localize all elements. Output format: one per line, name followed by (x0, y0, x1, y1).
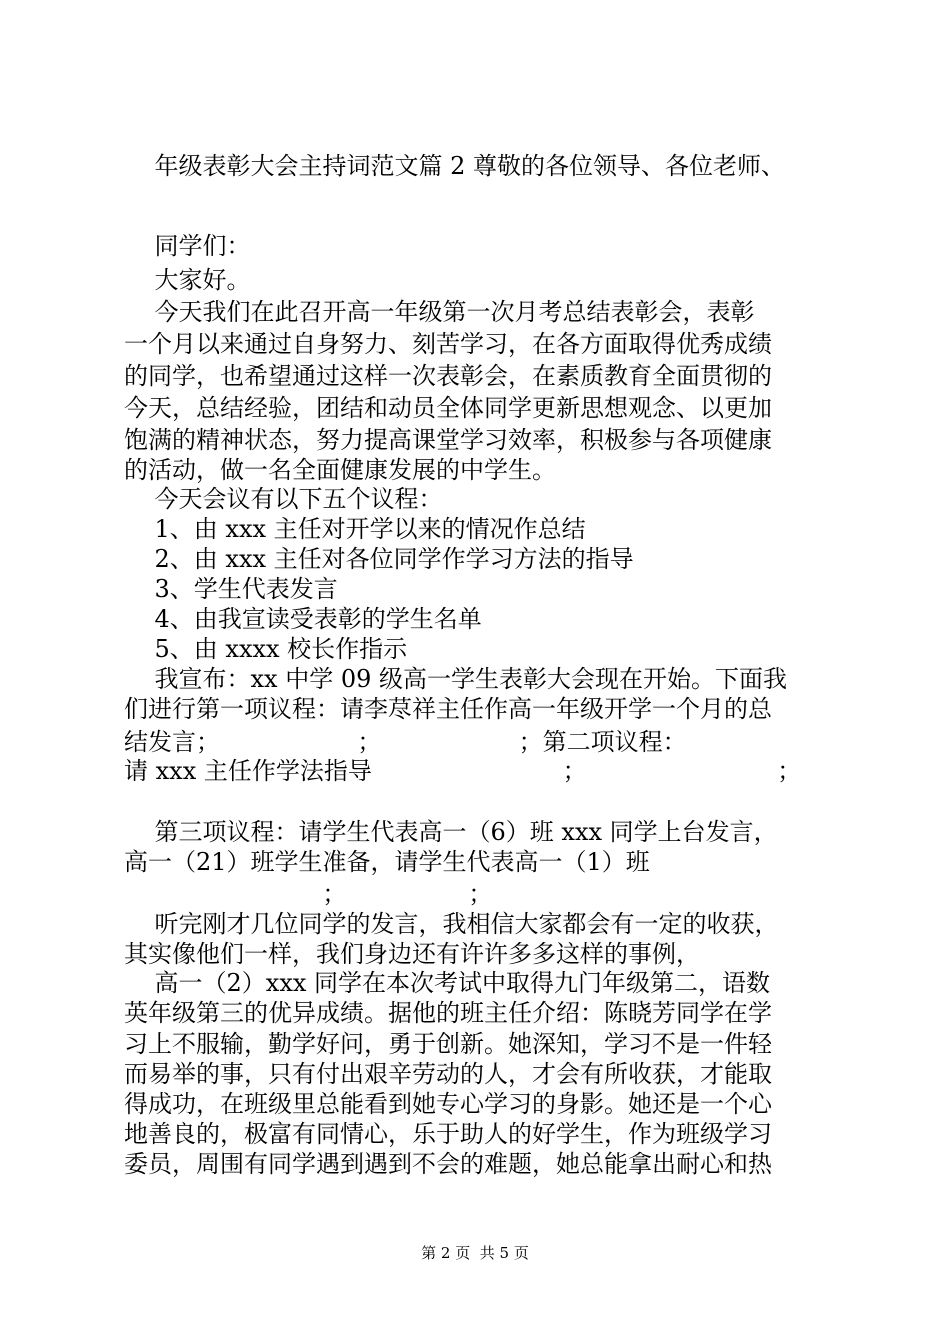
text-line: 饱满的精神状态，努力提高课堂学习效率，积极参与各项健康 (124, 426, 772, 454)
agenda-item: 3、学生代表发言 (124, 575, 338, 603)
page-footer: 第 2 页 共 5 页 (421, 1244, 529, 1262)
agenda-item: 5、由 xxxx 校长作指示 (124, 635, 408, 663)
text-line: 大家好。 (124, 266, 251, 294)
text-line: 委员，周围有同学遇到遇到不会的难题，她总能拿出耐心和热 (124, 1150, 772, 1178)
text-line: 一个月以来通过自身努力、刻苦学习，在各方面取得优秀成绩 (124, 330, 772, 358)
text-line: 同学们： (124, 232, 251, 260)
text-line: 的同学，也希望通过这样一次表彰会，在素质教育全面贯彻的 (124, 362, 772, 390)
agenda-item: 4、由我宣读受表彰的学生名单 (124, 605, 482, 633)
text-line: 高一（2）xxx 同学在本次考试中取得九门年级第二，语数 (124, 969, 771, 997)
text-line: 地善良的，极富有同情心，乐于助人的好学生，作为班级学习 (124, 1120, 772, 1148)
agenda-item: 2、由 xxx 主任对各位同学作学习方法的指导 (124, 545, 634, 573)
text-line: 结发言； ； ；第二项议程： (124, 728, 687, 756)
text-line: 英年级第三的优异成绩。据他的班主任介绍：陈晓芳同学在学 (124, 999, 772, 1027)
text-line: 请 xxx 主任作学法指导 ； ； (124, 757, 802, 785)
text-line: 习上不服输，勤学好问，勇于创新。她深知，学习不是一件轻 (124, 1030, 772, 1058)
text-line: 得成功，在班级里总能看到她专心学习的身影。她还是一个心 (124, 1090, 772, 1118)
text-line: 第三项议程：请学生代表高一（6）班 xxx 同学上台发言， (124, 818, 778, 846)
text-line: ； ； (124, 880, 493, 908)
text-line: 今天会议有以下五个议程： (124, 485, 443, 513)
agenda-item: 1、由 xxx 主任对开学以来的情况作总结 (124, 515, 586, 543)
text-line: 今天，总结经验，团结和动员全体同学更新思想观念、以更加 (124, 394, 772, 422)
text-line: 我宣布：xx 中学 09 级高一学生表彰大会现在开始。下面我 (124, 665, 788, 693)
text-line: 们进行第一项议程：请李荩祥主任作高一年级开学一个月的总 (124, 695, 772, 723)
text-line: 高一（21）班学生准备，请学生代表高一（1）班 (124, 848, 650, 876)
text-line: 今天我们在此召开高一年级第一次月考总结表彰会，表彰 (124, 298, 755, 326)
text-line: 的活动，做一名全面健康发展的中学生。 (124, 456, 556, 484)
text-line: 年级表彰大会主持词范文篇 2 尊敬的各位领导、各位老师、 (124, 152, 786, 180)
text-line: 其实像他们一样，我们身边还有许许多多这样的事例， (124, 940, 700, 968)
text-line: 听完刚才几位同学的发言，我相信大家都会有一定的收获， (124, 910, 779, 938)
text-line: 而易举的事，只有付出艰辛劳动的人，才会有所收获，才能取 (124, 1060, 772, 1088)
